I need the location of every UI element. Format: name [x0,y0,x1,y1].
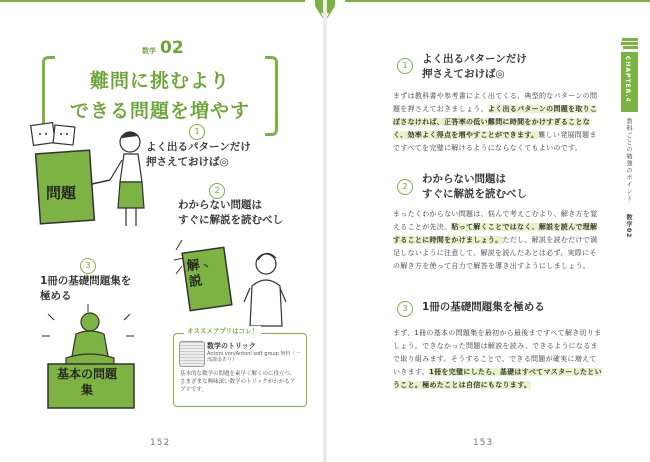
chapter-sub: 数学02 [625,214,632,239]
tip1-number: 1 [189,124,205,140]
section2-number: 2 [397,179,413,195]
section2-text-a: まったくわからない問題は、悩んで考えこむより、解き方を覚えることが先決。 [393,210,598,231]
page-title-line2: できる問題を増やす [69,100,250,122]
section3-heading-line1: 1冊の基礎問題集を極める [422,301,545,313]
tip3-line2: 極める [40,290,72,302]
book2-text: 解説 [185,257,204,291]
section3-body [393,327,602,392]
section3-heading [422,300,545,315]
section2-heading [422,172,527,202]
section2-text-highlight: 粘って解くことではなく、解説を読んで理解することに時間をかけましょう。 [393,223,598,244]
tip1-line1: よく出るパターンだけ [146,141,251,153]
section1-number: 1 [397,58,413,74]
tip2-line2: すぐに解説を読むべし [178,214,283,226]
tip3-line1: 1冊の基礎問題集を [40,275,132,287]
page-title-line1: 難問に挑むより [89,70,230,92]
tip1-line2: 押さえておけば◎ [146,156,229,168]
section1-text-a: まずは教科書や参考書によく出てくる、典型的なパターンの問題を押さえておきましょう。 [393,92,598,113]
book1-text: 問題 [46,184,77,202]
books-icon [620,36,640,52]
tip2-number: 2 [209,183,225,199]
title-box [42,56,278,130]
section2-heading-line2: すぐに解説を読むべし [422,188,527,200]
section1-body [393,90,602,155]
chapter-title: 教科ごとの勉強のポイント [625,118,632,202]
section-label: 数学 [142,47,156,55]
section1-text-b: 難しい発展問題まですべてを完璧に解けるようにならなくてもよいのです。 [393,131,597,152]
book3-text: 基本の問題集 [56,367,117,397]
tip3-number: 3 [80,258,96,274]
page-number-right: 153 [473,438,494,448]
section3-text-highlight: 1冊を完璧にしたら、基礎はすべてマスターしたということ。極めたことは自信にもなります。 [393,368,602,389]
section1-heading [422,52,527,82]
section2-heading-line1: わからない問題は [422,173,506,185]
section1-heading-line2: 押さえておけば◎ [422,68,505,80]
app-description: 基本的な数学の問題を素早く解くのに役立つ、さまざまな興味深い数学のトリックがわかるアプリです。 [180,371,296,393]
section1-heading-line1: よく出るパターンだけ [422,53,527,65]
app-icon [179,341,205,367]
section3-text-a: まず、1冊の基本の問題集を最初から最後まですべて解き切りましょう。できなかった問題は解説を読み、できるようになるまで取り組みます。そうすることで、できる問題が確実に増えていきます。 [393,329,602,376]
section2-text-b: ただし、解説を読むだけで満足しないように注意して。解説を読んだあとは必ず、実際にその解き方を使って自力で解答を導き出すようにしましょう。 [393,236,598,270]
page-number-left: 152 [150,438,171,448]
section-number: 02 [160,38,184,58]
section2-body [393,208,602,273]
handshake-illustration [30,122,150,232]
app-label: オススメアプリはコレ！ [184,326,261,335]
section-tag [142,38,184,58]
tip2 [178,198,283,228]
chapter-label: CHAPTER.4 [624,56,631,103]
section1-text-highlight: よく出るパターンの問題を取りこぼさなければ、正答率の低い難問に時間をかけすぎることなく、効率よく得点を増やすことができます。 [393,105,598,139]
app-developer: Antoni von/Antoni soft group 無料（一部課金あり） [207,351,301,363]
tip2-line1: わからない問題は [178,199,262,211]
app-name: 数学のトリック [207,342,256,350]
tip1 [146,140,251,170]
section3-number: 3 [397,301,413,317]
